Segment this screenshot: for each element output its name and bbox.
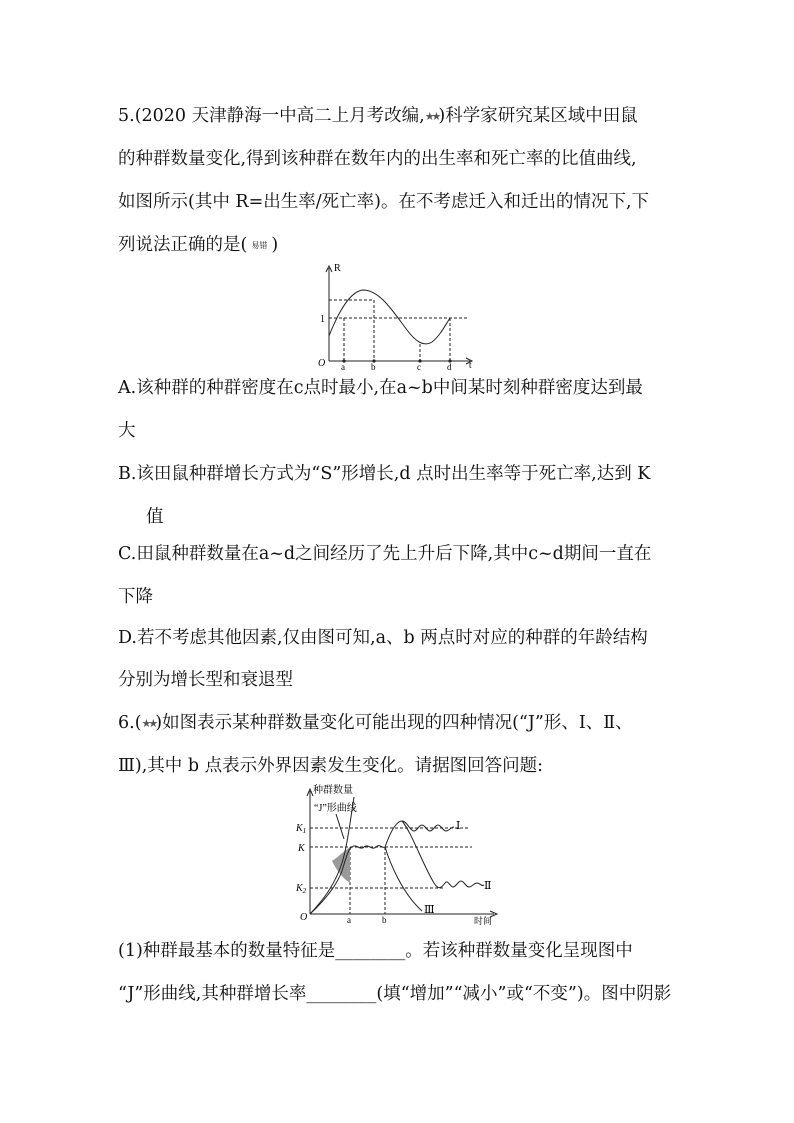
- k1-label: $K_1$: [296, 823, 307, 835]
- curve-ii-label: Ⅱ: [484, 880, 492, 892]
- q5-option-a-line-1: A.该种群的种群密度在c点时最小,在a~b中间某时刻种群密度达到最: [118, 378, 643, 398]
- q5-stem-line-2: 的种群数量变化,得到该种群在数年内的出生率和死亡率的比值曲线,: [118, 149, 637, 169]
- j-label-leader: [336, 814, 344, 839]
- q5-source-text: 5.(2020 天津静海一中高二上月考改编,: [118, 106, 425, 126]
- q5-option-b-line-1: B.该田鼠种群增长方式为“S”形增长,d 点时出生率等于死亡率,达到 K: [118, 464, 651, 484]
- pop-origin-label: O: [300, 912, 308, 923]
- curve-i: [385, 821, 454, 847]
- k-label: K: [298, 843, 305, 854]
- r-curve: [329, 290, 450, 344]
- tick-a-label: a: [347, 915, 351, 925]
- pop-x-title: 时间: [474, 916, 493, 925]
- q5-option-c-line-2: 下降: [118, 587, 153, 607]
- curve-iii: [385, 847, 422, 911]
- q6-stem-line-2: Ⅲ),其中 b 点表示外界因素发生变化。请据图回答问题:: [118, 756, 543, 776]
- r-one-label: 1: [320, 314, 325, 325]
- q5-stem-line-3: 如图所示(其中 R=出生率/死亡率)。在不考虑迁入和迁出的情况下,下: [118, 192, 650, 212]
- r-tick-label-c: c: [417, 362, 421, 370]
- difficulty-stars-icon: ★★: [424, 110, 439, 123]
- r-tick-label-d: d: [447, 362, 452, 370]
- error-prone-tag: 易错: [251, 241, 268, 250]
- r-tick-label-a: a: [341, 362, 345, 370]
- k2-label: $K_2$: [296, 883, 307, 895]
- q6-stem-text-1: )如图表示某种群数量变化可能出现的四种情况(“J”形、Ⅰ、Ⅱ、: [155, 713, 633, 733]
- r-origin-label: O: [318, 358, 326, 369]
- q5-stem-text-1: )科学家研究某区域中田鼠: [438, 106, 638, 126]
- q5-option-b-line-2: 值: [146, 507, 164, 527]
- tick-b-label: b: [382, 915, 387, 925]
- q6-stem-line-1: [118, 712, 633, 735]
- q5-stem-text-4: 列说法正确的是(: [118, 235, 248, 255]
- q5-stem-line-1: [118, 105, 638, 128]
- q5-option-d-line-1: D.若不考虑其他因素,仅由图可知,a、b 两点时对应的种群的年龄结构: [118, 628, 648, 648]
- q6-number: 6.(: [118, 713, 142, 733]
- q6-sub1-line-1: (1)种群最基本的数量特征是________。若该种群数量变化呈现图中: [118, 941, 633, 961]
- j-curve-label: “J”形曲线: [314, 803, 357, 814]
- population-graph: [294, 783, 502, 925]
- q5-option-d-line-2: 分别为增长型和衰退型: [118, 670, 293, 690]
- r-tick-label-b: b: [371, 362, 376, 370]
- q6-sub1-line-2: “J”形曲线,其种群增长率________(填“增加”“减小”或“不变”)。图中阴影: [118, 984, 672, 1004]
- q5-paren-close: ): [271, 235, 279, 255]
- q5-option-c-line-1: C.田鼠种群数量在a~d之间经历了先上升后下降,其中c~d期间一直在: [118, 544, 652, 564]
- difficulty-stars-icon: ★★: [141, 717, 156, 730]
- pop-y-title: 种群数量: [313, 785, 353, 796]
- curve-iii-label: Ⅲ: [424, 904, 435, 916]
- curve-i-label: Ⅰ: [456, 820, 461, 832]
- r-x-label: t: [469, 360, 472, 370]
- q5-stem-line-4: [118, 234, 278, 257]
- r-ratio-graph: [312, 258, 482, 370]
- q5-option-a-line-2: 大: [118, 421, 136, 441]
- r-y-label: R: [334, 263, 341, 274]
